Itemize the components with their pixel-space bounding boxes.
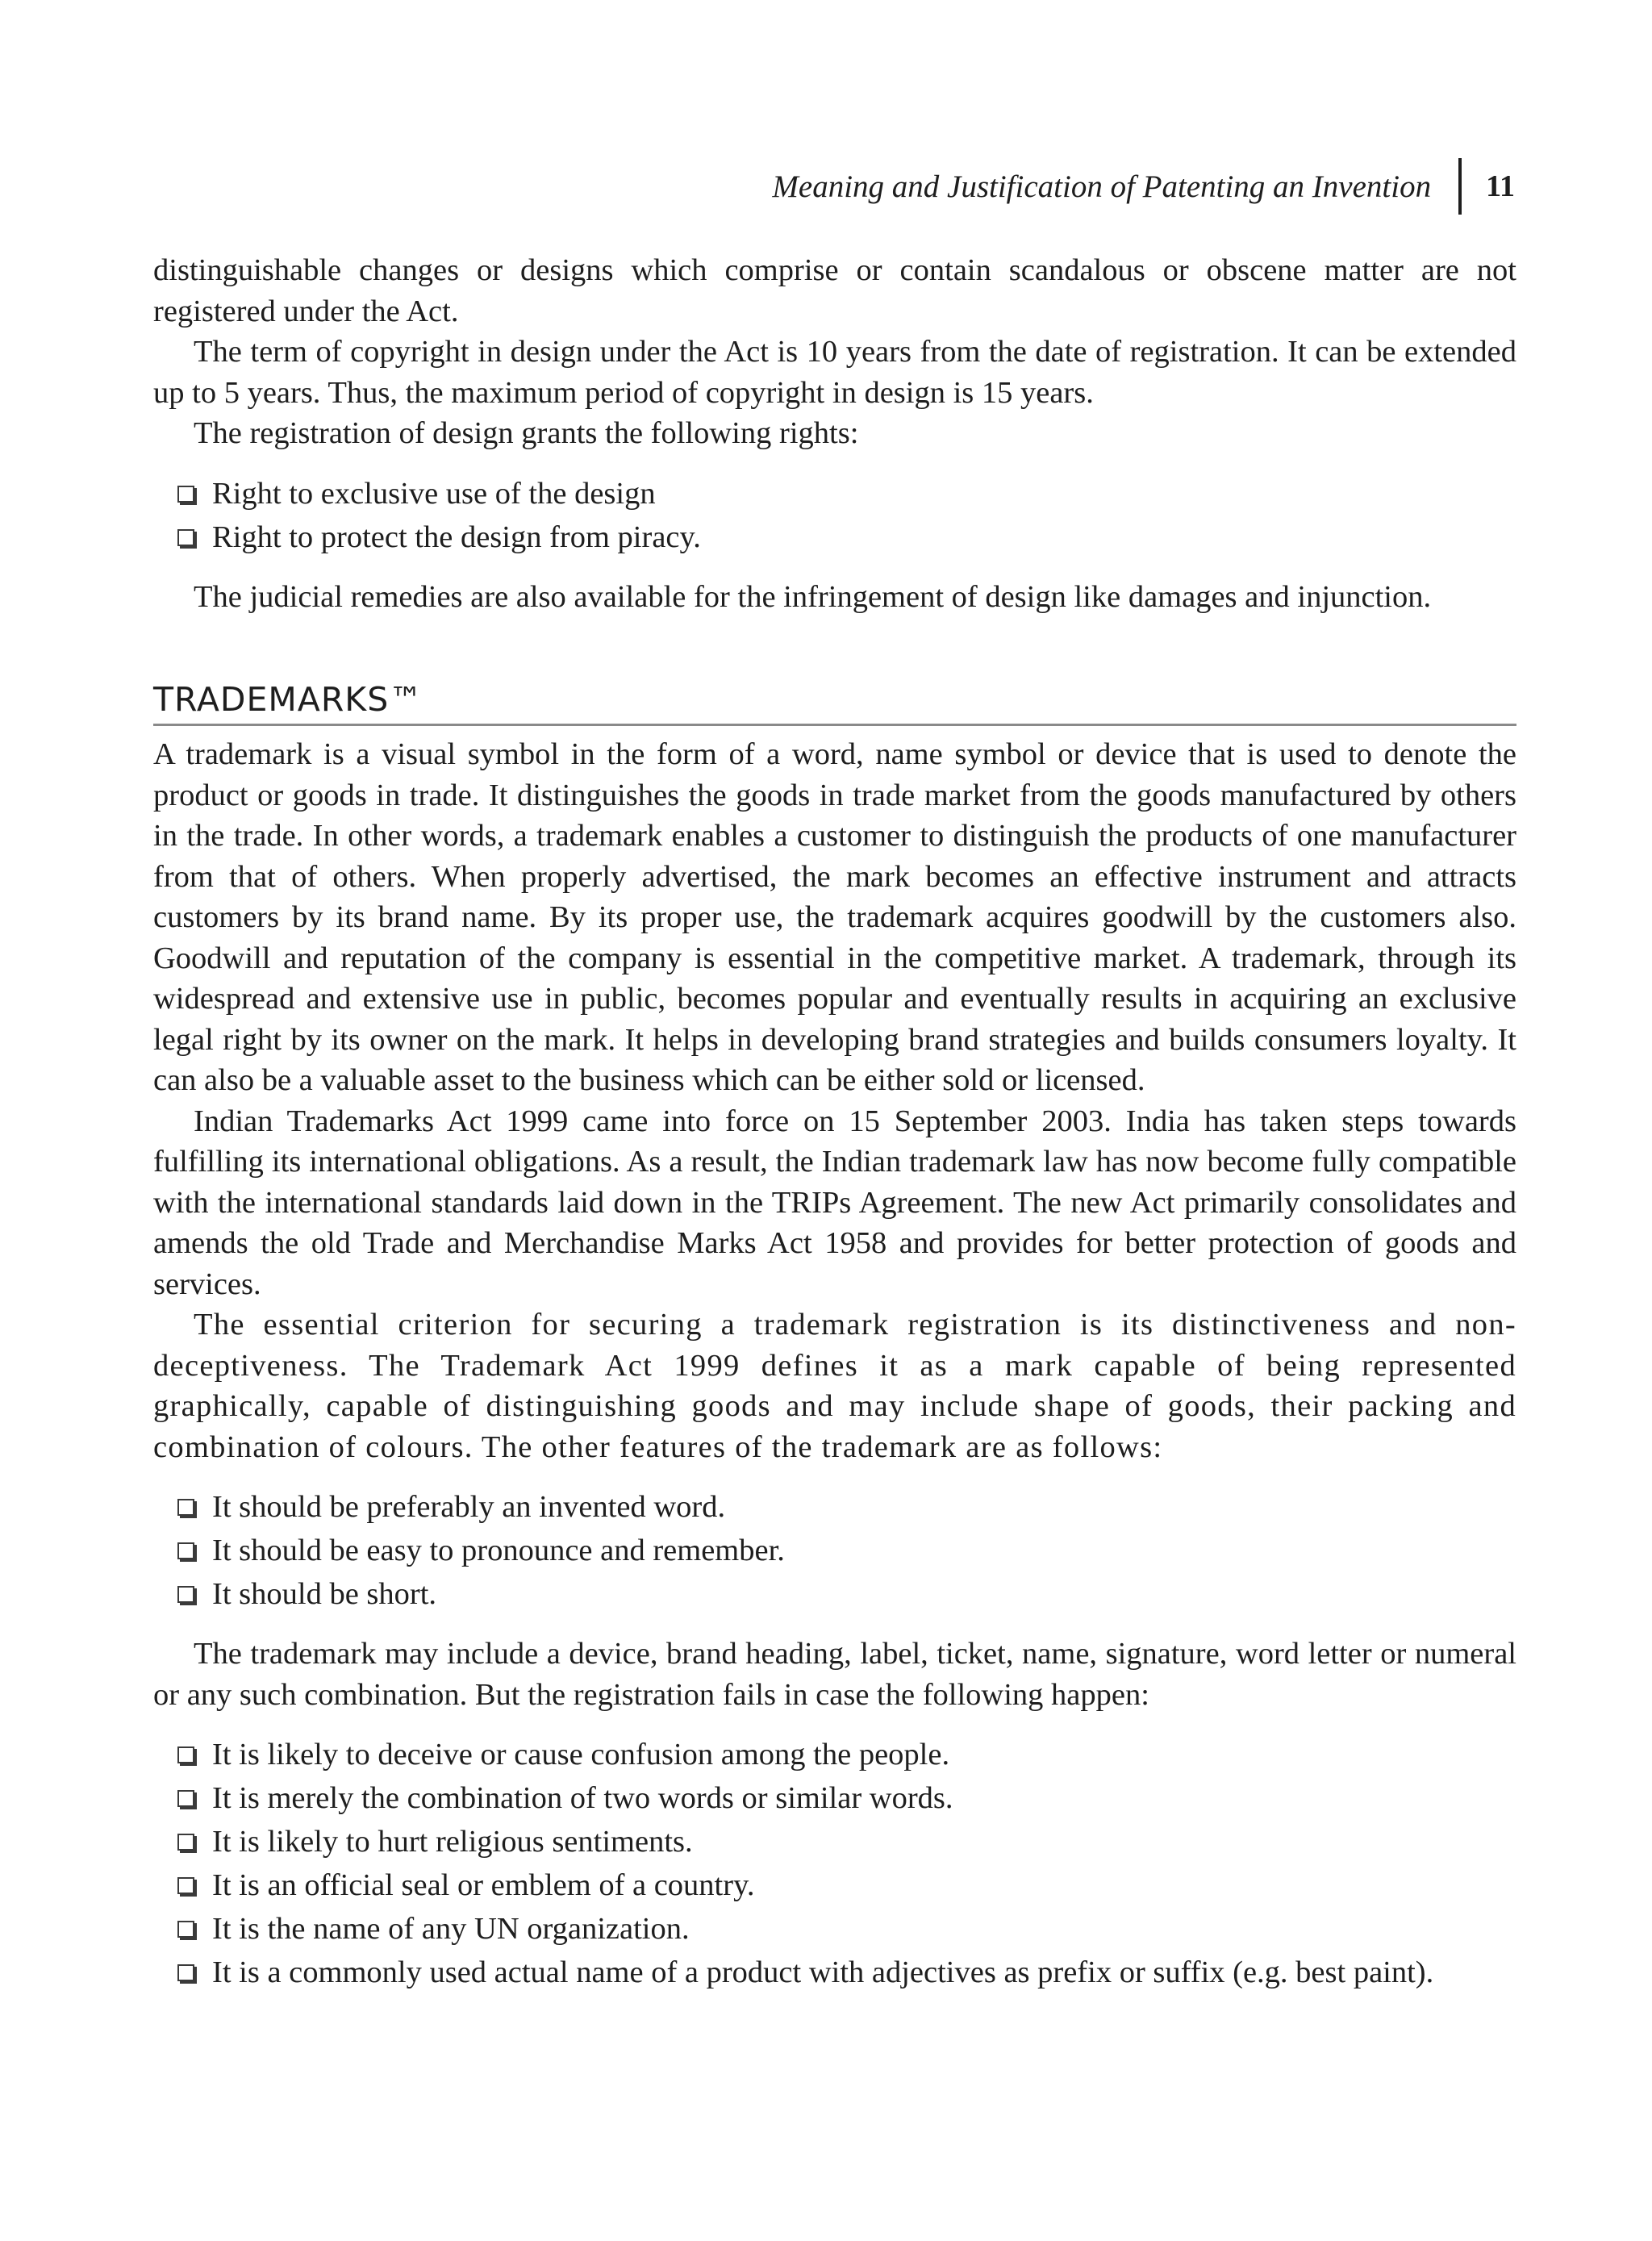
list-item-text: It should be short.	[212, 1577, 437, 1611]
list-item-text: It is likely to deceive or cause confusion among the people.	[212, 1738, 950, 1772]
list-item-text: It is a commonly used actual name of a product with adjectives as prefix or suffix (e.g. best paint).	[212, 1955, 1434, 1989]
page-number: 11	[1486, 169, 1515, 203]
list-item	[153, 1820, 1516, 1863]
trademarks-paragraph-4: The trademark may include a device, brand heading, label, ticket, name, signature, word letter or numeral or any such combination. But the registration fails in case the following happen:	[153, 1637, 1516, 1712]
list-item-text: It should be preferably an invented word.	[212, 1490, 726, 1524]
list-item	[153, 1572, 1516, 1616]
registration-failure-list	[153, 1733, 1516, 1994]
list-item-text: It is merely the combination of two words or similar words.	[212, 1781, 953, 1815]
list-item	[153, 1863, 1516, 1907]
list-item	[153, 515, 1516, 559]
checkbox-bullet-icon	[177, 529, 194, 546]
design-paragraph-2: The term of copyright in design under the Act is 10 years from the date of registration. It can be extended up to 5 years. Thus, the maximum period of copyright in design is 15 years.	[153, 335, 1516, 410]
list-item-text: It is likely to hurt religious sentiments.	[212, 1825, 693, 1859]
design-paragraph-1: distinguishable changes or designs which comprise or contain scandalous or obscene matter are not registered under the Act.	[153, 253, 1516, 328]
design-paragraph-4: The judicial remedies are also available for the infringement of design like damages and injunction.	[194, 579, 1432, 614]
list-item	[153, 1907, 1516, 1951]
checkbox-bullet-icon	[177, 1790, 194, 1807]
list-item	[153, 1733, 1516, 1776]
checkbox-bullet-icon	[177, 1877, 194, 1894]
list-item	[153, 1776, 1516, 1820]
trademark-features-list	[153, 1485, 1516, 1616]
running-header	[772, 158, 1515, 215]
page-body	[153, 250, 1516, 2012]
list-item-text: Right to exclusive use of the design	[212, 476, 656, 511]
checkbox-bullet-icon	[177, 1964, 194, 1981]
list-item-text: It should be easy to pronounce and remember.	[212, 1534, 785, 1567]
list-item	[153, 1529, 1516, 1572]
design-paragraph-3: The registration of design grants the following rights:	[194, 416, 859, 450]
checkbox-bullet-icon	[177, 486, 194, 503]
list-item-text: It is the name of any UN organization.	[212, 1912, 690, 1946]
checkbox-bullet-icon	[177, 1586, 194, 1603]
list-item-text: Right to protect the design from piracy.	[212, 520, 701, 554]
section-heading-trademarks: TRADEMARKS™	[153, 677, 1516, 726]
design-rights-list	[153, 472, 1516, 559]
checkbox-bullet-icon	[177, 1746, 194, 1763]
trademarks-paragraph-1: A trademark is a visual symbol in the form of a word, name symbol or device that is used to denote the product or goods in trade. It distinguishes the goods in trade market from the goods manufactured by others in the trade. In other words, a trademark enables a customer to distinguish the products of one manufacturer from that of others. When properly advertised, the mark becomes an effective instrument and attracts customers by its brand name. By its proper use, the trademark acquires goodwill by the customers also. Goodwill and reputation of the company is essential in the competitive market. A trademark, through its widespread and extensive use in public, becomes popular and eventually results in acquiring an exclusive legal right by its owner on the mark. It helps in developing brand strategies and builds consumers loyalty. It can also be a valuable asset to the business which can be either sold or licensed.	[153, 737, 1516, 1097]
trademarks-paragraph-3: The essential criterion for securing a trademark registration is its distinctiveness and non-deceptiveness. The Trademark Act 1999 defines it as a mark capable of being represented graphically, capable of distinguishing goods and may include shape of goods, their packing and combination of colours. The other features of the trademark are as follows:	[153, 1308, 1516, 1464]
checkbox-bullet-icon	[177, 1921, 194, 1938]
checkbox-bullet-icon	[177, 1499, 194, 1516]
list-item	[153, 1951, 1516, 1994]
list-item-text: It is an official seal or emblem of a country.	[212, 1868, 755, 1902]
list-item	[153, 472, 1516, 515]
checkbox-bullet-icon	[177, 1542, 194, 1559]
running-title: Meaning and Justification of Patenting an Invention	[772, 169, 1432, 204]
checkbox-bullet-icon	[177, 1834, 194, 1851]
trademarks-paragraph-2: Indian Trademarks Act 1999 came into force on 15 September 2003. India has taken steps towards fulfilling its international obligations. As a result, the Indian trademark law has now become fully compatible with the international standards laid down in the TRIPs Agreement. The new Act primarily consolidates and amends the old Trade and Merchandise Marks Act 1958 and provides for better protection of goods and services.	[153, 1104, 1516, 1301]
list-item	[153, 1485, 1516, 1529]
